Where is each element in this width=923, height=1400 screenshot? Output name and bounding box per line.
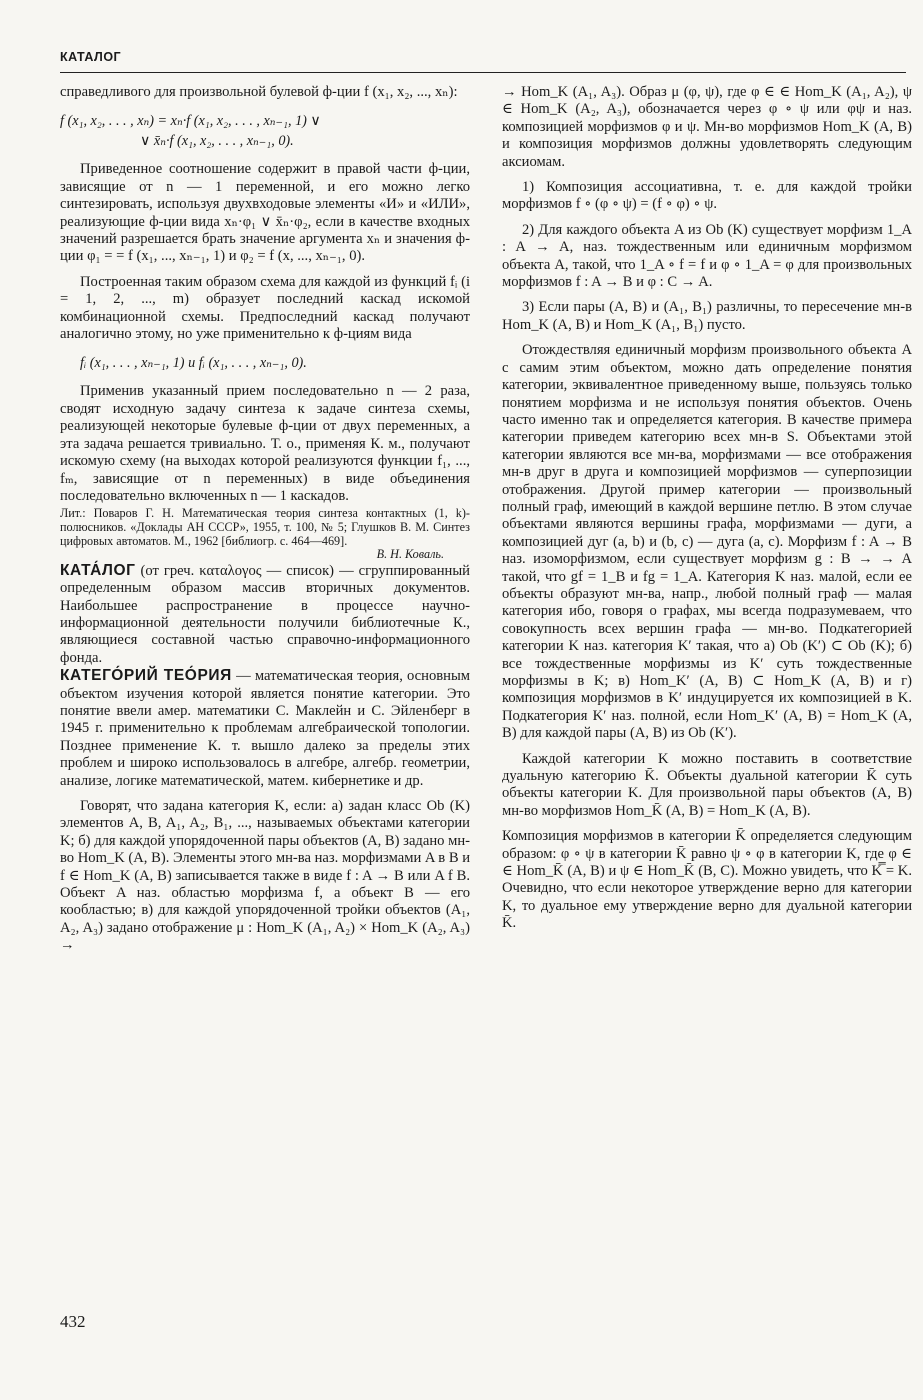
right-column bbox=[502, 84, 912, 1339]
paragraph: справедливого для произвольной булевой ф-ции f (x₁, x₂, ..., xₙ): bbox=[60, 84, 458, 100]
left-column bbox=[60, 84, 470, 1339]
entry-headword: КАТЕГО́РИЙ ТЕО́РИЯ bbox=[60, 667, 232, 685]
formula: fᵢ (x₁, . . . , xₙ₋₁, 1) и fᵢ (x₁, . . . , xₙ₋₁, 0). bbox=[80, 355, 307, 372]
entry-headword: КАТА́ЛОГ bbox=[60, 561, 136, 579]
running-header: КАТАЛОГ bbox=[60, 50, 122, 64]
formula-line: ∨ x̄ₙ·f (x₁, x₂, . . . , xₙ₋₁, 0). bbox=[140, 133, 294, 150]
entry-body: — математическая теория, основным объектом изучения которой является понятие категории. Это понятие ввели амер. математики С. Маклейн и С. Эйленберг в 1945 г. применительно к проблемам алгебраической топологии. Позднее применение К. т. вышло далеко за пределы этих проблем и широко использовалось в алгебре, алгебр. геометрии, анализе, логике математической, матем. кибернетике и др. bbox=[60, 668, 470, 789]
paragraph: Говорят, что задана категория K, если: а) задан класс Ob (K) элементов A, B, A₁, A₂, B₁, ..., называемых объектами категории K; б) для каждой упорядоченной пары объектов (A, B) задано мн-во Hom_K (A, B). Элементы этого мн-ва наз. морфизмами A в B и f ∈ Hom_K (A, B) записывается также в виде f : A → B или A f B. Объект A наз. областью морфизма f, а объект B — его кообластью; в) для каждой упорядоченной тройки объектов (A₁, A₂, A₃) задано отображение μ : Hom_K (A₁, A₂) × Hom_K (A₂, A₃) → bbox=[60, 797, 470, 954]
paragraph: Построенная таким образом схема для каждой из функций fᵢ (i = 1, 2, ..., m) образует последний каскад искомой комбинационной схемы. Предпоследний каскад получают аналогично этому, но уже применительно к ф-циям вида bbox=[60, 273, 470, 343]
axiom-2: 2) Для каждого объекта A из Ob (K) существует морфизм 1_A : A → A, наз. тождественным или единичным морфизмом объекта A, такой, что 1_A ∘ f = f и φ ∘ 1_A = φ для произвольных морфизмов f : A → B и φ : C → A. bbox=[502, 221, 912, 291]
paragraph: Композиция морфизмов в категории K̄ определяется следующим образом: φ ∘ ψ в категории K̄ равно ψ ∘ φ в категории K, где φ ∈ ∈ Hom_K̄ (A, B) и ψ ∈ Hom_K̄ (B, C). Можно увидеть, что K̿ = K. Очевидно, что если некоторое утверждение верно для категории K, то дуальное ему утверждение верно для дуальной категории K̄. bbox=[502, 828, 912, 932]
page-number: 432 bbox=[60, 1312, 86, 1331]
bibliography bbox=[60, 507, 470, 561]
formula bbox=[60, 111, 470, 151]
paragraph: Каждой категории K можно поставить в соответствие дуальную категорию K̄. Объекты дуальной категории K̄ суть объекты категории K. Для произвольной пары объектов (A, B) мн-во морфизмов Hom_K̄ (A, B) = Hom_K (A, B). bbox=[502, 750, 912, 819]
entry-body: (от греч. καταλογος — список) — сгруппированный определенным образом массив вторичных документов. Наибольшее распространение в процессе научно-информационной деятельности получили библиотечные К., являющиеся составной частью справочно-информационного фонда. bbox=[60, 562, 470, 666]
header-rule bbox=[60, 72, 906, 73]
formula-line: f (x₁, x₂, . . . , xₙ) = xₙ·f (x₁, x₂, . . . , xₙ₋₁, 1) ∨ bbox=[60, 113, 321, 130]
entry-katalog bbox=[60, 562, 470, 667]
paragraph: Отождествляя единичный морфизм произвольного объекта A с самим этим объектом, можно дать определение понятия категории, эквивалентное приведенному выше, пользуясь только понятием морфизма и не используя понятия объектов. Очень часто именно так и определяется категория. В качестве примера категории приведем категорию всех мн-в S. Объектами этой категории являются все мн-ва, морфизмами — все отображения мн-в друг в друга и композицией морфизмов — суперпозиции отображения. Другой пример категории — произвольный полный граф, имеющий в каждой вершине петлю. В этом случае объектами являются вершины графа, морфизмами — дуги, а композицией дуг (a, b) и (b, c) — дуга (a, c). Морфизм f : A → B наз. изоморфизмом, если существует морфизм g : B → → A такой, что gf = 1_B и fg = 1_A. Категория K наз. малой, если ее объекты образуют мн-ва, напр., любой полный граф — малая категория ибо, говоря о графах, мы всегда подразумеваем, что совокупность всех вершин графа — мн-во. Подкатегорией категории K наз. категория K′ такая, что а) Ob (K′) ⊂ Ob (K); б) все тождественные морфизмы из K′ суть тождественные морфизмы в K; в) Hom_K′ (A, B) ⊂ Hom_K (A, B) и г) композиция морфизмов в K′ индуцируется их композицией в K. Подкатегория K′ наз. полной, если Hom_K′ (A, B) = Hom_K (A, B) для каждой пары (A, B) из Ob (K′). bbox=[502, 342, 912, 742]
paragraph: Приведенное соотношение содержит в правой части ф-ции, зависящие от n — 1 переменной, и его можно легко синтезировать, используя двухвходовые элементы «И» и «ИЛИ», реализующие ф-ции вида xₙ·φ₁ ∨ x̄ₙ·φ₂, если в качестве входных значений разрешается брать значение аргумента xₙ и значения ф-ции φ₁ = = f (x₁, ..., xₙ₋₁, 1) и φ₂ = f (x, ..., xₙ₋₁, 0). bbox=[60, 161, 470, 265]
axiom-3: 3) Если пары (A, B) и (A₁, B₁) различны, то пересечение мн-в Hom_K (A, B) и Hom_K (A₁, B₁) пусто. bbox=[502, 299, 912, 333]
entry-category-theory bbox=[60, 667, 470, 790]
paragraph: → Hom_K (A₁, A₃). Образ μ (φ, ψ), где φ ∈ ∈ Hom_K (A₁, A₂), ψ ∈ Hom_K (A₂, A₃), обозначается через φ ∘ ψ или φψ и наз. композицией морфизмов φ и ψ. Мн-во морфизмов Hom_K (A, B) и композиция морфизмов должны удовлетворять следующим аксиомам. bbox=[502, 84, 912, 170]
axiom-1: 1) Композиция ассоциативна, т. е. для каждой тройки морфизмов f ∘ (φ ∘ ψ) = (f ∘ φ) ∘ ψ. bbox=[502, 179, 912, 213]
paragraph: Применив указанный прием последовательно n — 2 раза, сводят исходную задачу синтеза к задаче синтеза схемы, реализующей некоторые булевые ф-ции от двух переменных, а эта задача решается тривиально. Т. о., применяя К. м., получают искомую схему (на выходах которой реализуются функции f₁, ..., fₘ, зависящие от n переменных) в виде объединения последовательно включенных n — 1 каскадов. bbox=[60, 383, 470, 504]
author-signature: В. Н. Коваль. bbox=[376, 547, 444, 562]
bibliography-text: Лит.: Поваров Г. Н. Математическая теория синтеза контактных (1, k)-полюсников. «Доклады АН СССР», 1955, т. 100, № 5; Глушков В. М. Синтез цифровых автоматов. М., 1962 [библиогр. с. 464—469]. bbox=[60, 506, 470, 548]
